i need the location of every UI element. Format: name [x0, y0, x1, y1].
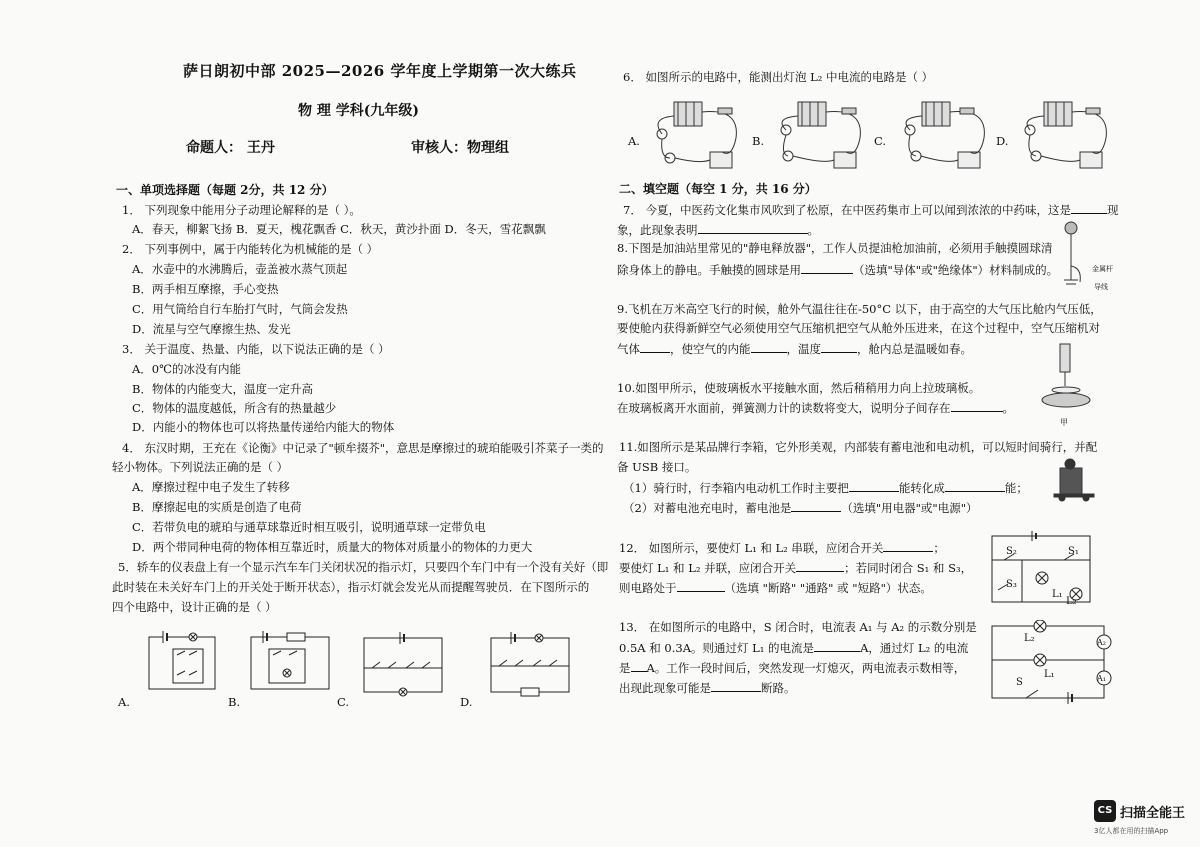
q6-figure-d [1010, 98, 1118, 176]
subject-line: 物 理 学科(九年级) [298, 103, 419, 119]
q5-label-d: D. [460, 695, 473, 709]
q13-line-4: 出现此现象可能是 断路。 [619, 681, 796, 695]
scanner-tagline: 3亿人都在用的扫描App [1094, 827, 1169, 835]
q12-s3-label: S₃ [1006, 579, 1017, 590]
q13-a1-label: A₁ [1097, 674, 1106, 683]
q12-l2-label: L₂ [1066, 596, 1077, 607]
q13-line-2: 0.5A 和 0.3A。则通过灯 L₁ 的电流是 A，通过灯 L₂ 的电流 [619, 641, 969, 655]
q8-fig-label-rod: 金属杆 [1092, 265, 1113, 273]
q12-s2-label: S₂ [1006, 546, 1017, 557]
q4-option-d: D．两个带同种电荷的物体相互靠近时，质量大的物体对质量小的物体的力更大 [132, 540, 533, 554]
q5-label-a: A. [118, 695, 130, 709]
q9-line-2: 要使舱内获得新鲜空气必须使用空气压缩机把空气从舱外压进来，在这个过程中，空气压缩机对 [617, 321, 1100, 335]
q4-stem-1: 4． 东汉时期，王充在《论衡》中记录了"顿牟掇芥"，意思是摩擦过的琥珀能吸引芥菜子一类的 [122, 441, 604, 455]
scanner-app-name: 扫描全能王 [1120, 806, 1186, 821]
q2-option-d: D．流星与空气摩擦生热、发光 [132, 322, 291, 336]
q13-line-3: 是 A。工作一段时间后，突然发现一灯熄灭，两电流表示数相等， [619, 661, 966, 675]
scanner-watermark [1094, 800, 1194, 840]
q10-line-1: 10.如图甲所示，使玻璃板水平接触水面，然后稍稍用力向上拉玻璃板。 [617, 381, 981, 395]
q4-option-c: C．若带负电的琥珀与通草球靠近时相互吸引，说明通草球一定带负电 [132, 520, 486, 534]
q11-line-1: 11.如图所示是某品牌行李箱，它外形美观，内部装有蓄电池和电动机，可以短时间骑行，并配 [619, 440, 1098, 454]
q6-label-a: A. [628, 134, 640, 148]
q12-line-3: 则电路处于 （选填 "断路" "通路" 或 "短路"）状态。 [619, 581, 932, 595]
q6-label-d: D. [996, 134, 1009, 148]
q4-stem-2: 轻小物体。下列说法正确的是（ ） [112, 460, 289, 474]
q6-figure-a [640, 98, 748, 176]
q5-circuit-b [245, 625, 335, 695]
section-2-heading: 二、填空题（每空 1 分，共 16 分） [619, 182, 817, 196]
q2-option-b: B．两手相互摩擦，手心变热 [132, 282, 279, 296]
q2-stem: 2． 下列事例中，属于内能转化为机械能的是（ ） [122, 242, 379, 256]
q1-stem: 1． 下列现象中能用分子动理论解释的是（ ）。 [122, 203, 361, 217]
q13-line-1: 13． 在如图所示的电路中，S 闭合时，电流表 A₁ 与 A₂ 的示数分别是 [619, 620, 977, 634]
q1-options: A．春天，柳絮飞扬 B．夏天，槐花飘香 C．秋天，黄沙扑面 D．冬天，雪花飘飘 [132, 222, 546, 236]
q8-line-2: 除身体上的静电。手触摸的圆球是用 （选填"导体"或"绝缘体"）材料制成的。 [617, 263, 1059, 277]
q13-circuit-figure [986, 620, 1116, 704]
q8-fig-label-wire: 导线 [1094, 283, 1108, 291]
q6-stem: 6． 如图所示的电路中，能测出灯泡 L₂ 中电流的电路是（ ） [623, 70, 934, 84]
q6-label-c: C. [874, 134, 887, 148]
q6-label-b: B. [752, 134, 765, 148]
scanner-logo-icon: CS [1094, 800, 1116, 822]
q2-option-c: C．用气筒给自行车胎打气时，气筒会发热 [132, 302, 348, 316]
q13-l1-label: L₁ [1044, 669, 1055, 680]
q5-circuit-d [485, 630, 575, 700]
q4-option-b: B．摩擦起电的实质是创造了电荷 [132, 500, 302, 514]
q3-stem: 3． 关于温度、热量、内能，以下说法正确的是（ ） [122, 342, 390, 356]
q6-figure-c [888, 98, 996, 176]
q5-label-c: C. [337, 695, 350, 709]
q5-label-b: B. [228, 695, 241, 709]
q12-circuit-figure [986, 530, 1094, 608]
q4-option-a: A．摩擦过程中电子发生了转移 [132, 480, 290, 494]
q5-stem-1: 5．轿车的仪表盘上有一个显示汽车车门关闭状况的指示灯，只要四个车门中有一个没有关好（即 [118, 560, 609, 574]
q5-circuit-a [145, 625, 225, 695]
q13-l2-label: L₂ [1024, 633, 1035, 644]
reviewer-line: 审核人：物理组 [411, 140, 509, 156]
q7-line-2: 象，此现象表明 。 [617, 223, 819, 237]
exam-title: 萨日朗初中部 2025—2026 学年度上学期第一次大练兵 [183, 62, 577, 80]
q13-s-label: S [1016, 677, 1023, 688]
q3-option-a: A．0℃的冰没有内能 [132, 362, 241, 376]
q3-option-c: C．物体的温度越低，所含有的热量越少 [132, 401, 337, 415]
author-line: 命题人： 王丹 [186, 140, 275, 156]
q8-static-discharger-figure [1056, 218, 1086, 290]
q11-line-4: （2）对蓄电池充电时，蓄电池是 （选填"用电器"或"电源"） [623, 501, 978, 515]
q11-suitcase-figure [1052, 456, 1098, 502]
q12-line-2: 要使灯 L₁ 和 L₂ 并联，应闭合开关 ；若同时闭合 S₁ 和 S₃， [619, 561, 973, 575]
q13-a2-label: A₂ [1097, 638, 1106, 647]
section-1-heading: 一、单项选择题（每题 2分，共 12 分） [116, 183, 334, 197]
q5-stem-3: 四个电路中，设计正确的是（ ） [112, 600, 277, 614]
q10-fig-label: 甲 [1060, 418, 1068, 427]
q9-line-1: 9.飞机在万米高空飞行的时候，舱外气温往往在-50°C 以下，由于高空的大气压比舱内气压低， [617, 302, 1102, 316]
q11-line-3: （1）骑行时，行李箱内电动机工作时主要把 能转化成 能； [623, 481, 1028, 495]
q10-glass-plate-figure [1038, 340, 1094, 416]
q2-option-a: A．水壶中的水沸腾后，壶盖被水蒸气顶起 [132, 262, 348, 276]
q8-line-1: 8.下图是加油站里常见的"静电释放器"，工作人员提油枪加油前，必须用手触摸圆球清 [617, 241, 1053, 255]
q12-line-1: 12． 如图所示，要使灯 L₁ 和 L₂ 串联，应闭合开关 ； [619, 541, 945, 555]
q9-line-3: 气体 ，使空气的内能 ，温度 ，舱内总是温暖如春。 [617, 342, 972, 356]
q11-line-2: 备 USB 接口。 [617, 460, 697, 474]
q12-l1-label: L₁ [1052, 589, 1063, 600]
q5-circuit-c [358, 630, 448, 700]
q7-line-1: 7． 今夏，中医药文化集市风吹到了松原，在中医药集市上可以闻到浓浓的中药味，这是 现 [623, 203, 1119, 217]
q12-s1-label: S₁ [1068, 546, 1079, 557]
q5-stem-2: 此时装在未关好车门上的开关处于断开状态），指示灯就会发光从而提醒驾驶员．在下图所示的 [112, 580, 590, 594]
q3-option-b: B．物体的内能变大，温度一定升高 [132, 382, 313, 396]
q6-figure-b [764, 98, 872, 176]
q10-line-2: 在玻璃板离开水面前，弹簧测力计的读数将变大，说明分子间存在 。 [617, 401, 1014, 415]
q3-option-d: D．内能小的物体也可以将热量传递给内能大的物体 [132, 420, 395, 434]
